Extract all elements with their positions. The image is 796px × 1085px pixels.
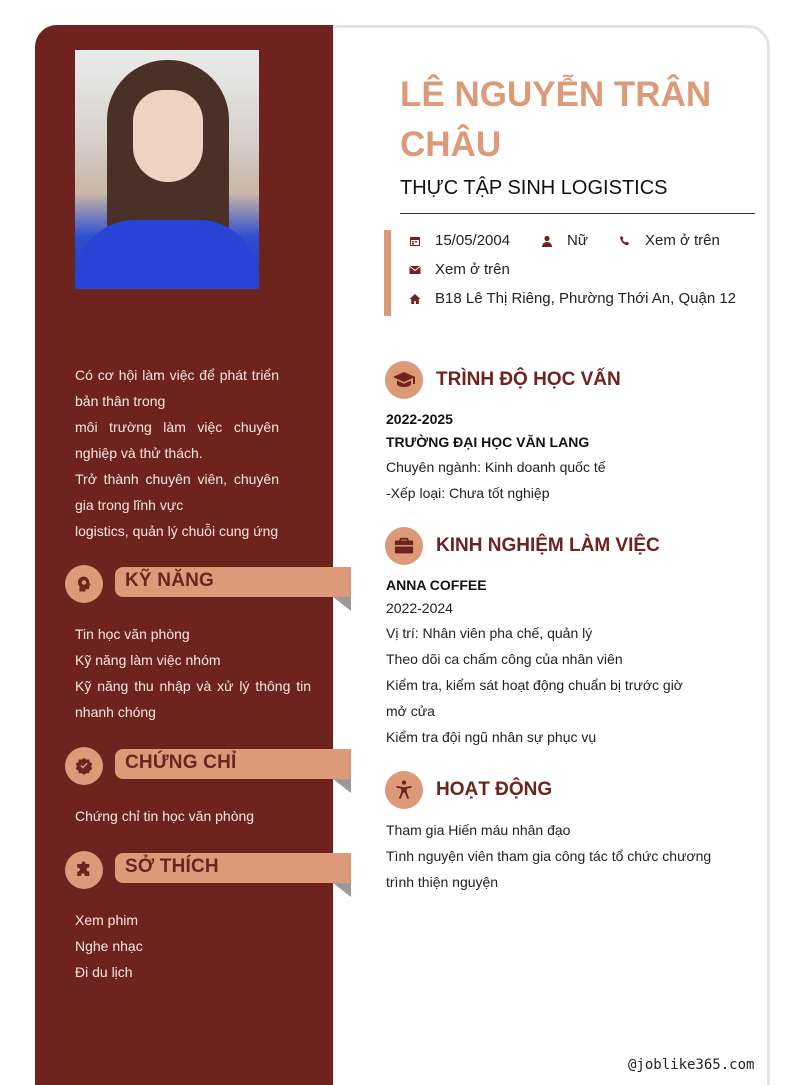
- email-value: Xem ở trên: [435, 261, 510, 278]
- briefcase-icon: [385, 527, 423, 565]
- career-objective: [75, 362, 279, 544]
- skill-item: Kỹ năng thu nhập và xử lý thông tin nhanh chóng: [75, 678, 311, 720]
- objective-line: môi trường làm việc chuyên nghiệp và thử thách.: [75, 419, 279, 461]
- certificates-list: [75, 803, 311, 829]
- experience-title: KINH NGHIỆM LÀM VIỆC: [436, 535, 660, 556]
- calendar-icon: [409, 235, 435, 247]
- address-row: [409, 290, 736, 307]
- head-gear-icon: [65, 565, 103, 603]
- objective-line: Trở thành chuyên viên, chuyên gia trong lĩnh vực: [75, 471, 279, 513]
- contact-info: [384, 230, 759, 316]
- birthday-row: [409, 232, 510, 249]
- candidate-name: LÊ NGUYỄN TRÂN CHÂU: [400, 75, 712, 164]
- email-row: [409, 261, 510, 278]
- education-title: TRÌNH ĐỘ HỌC VẤN: [436, 369, 621, 390]
- skills-list: [75, 621, 311, 725]
- education-school: TRƯỜNG ĐẠI HỌC VĂN LANG: [386, 434, 590, 450]
- certificates-header: [65, 749, 351, 799]
- skills-header: [65, 567, 351, 617]
- badge-check-icon: [65, 747, 103, 785]
- watermark: @joblike365.com: [628, 1057, 755, 1073]
- hobby-item: Xem phim: [75, 912, 139, 928]
- gender-value: Nữ: [567, 232, 588, 249]
- user-icon: [541, 235, 567, 247]
- education-period: 2022-2025: [386, 411, 453, 427]
- activity-line: Tham gia Hiến máu nhân đạo: [386, 822, 571, 838]
- accessibility-icon: [385, 771, 423, 809]
- experience-line: Kiểm tra đội ngũ nhân sự phục vụ: [386, 729, 597, 745]
- activities-header: [385, 770, 552, 810]
- job-title: THỰC TẬP SINH LOGISTICS: [400, 177, 668, 199]
- phone-row: [619, 232, 720, 249]
- hobby-item: Nghe nhạc: [75, 938, 143, 954]
- experience-line: Kiểm tra, kiểm sát hoạt động chuẩn bị trước giờ: [386, 677, 683, 693]
- education-line: Chuyên ngành: Kinh doanh quốc tế: [386, 459, 606, 475]
- activity-line: Tình nguyện viên tham gia công tác tổ chức chương trình thiện nguyện: [386, 848, 712, 890]
- hobbies-title: SỞ THÍCH: [125, 856, 219, 877]
- mail-icon: [409, 264, 435, 276]
- home-icon: [409, 293, 435, 305]
- phone-icon: [619, 235, 645, 247]
- hobbies-list: [75, 907, 311, 985]
- experience-block: [386, 574, 756, 750]
- puzzle-icon: [65, 851, 103, 889]
- phone-value: Xem ở trên: [645, 232, 720, 249]
- hobbies-header: [65, 853, 351, 903]
- experience-line: Vị trí: Nhân viên pha chế, quản lý: [386, 625, 593, 641]
- experience-company: ANNA COFFEE: [386, 577, 487, 593]
- gender-row: [541, 232, 588, 249]
- experience-line: Theo dõi ca chấm công của nhân viên: [386, 651, 623, 667]
- experience-period: 2022-2024: [386, 600, 453, 616]
- objective-line: logistics, quản lý chuỗi cung ứng: [75, 523, 279, 539]
- education-line: -Xếp loại: Chưa tốt nghiệp: [386, 485, 550, 501]
- hobby-item: Đi du lịch: [75, 964, 133, 980]
- birthday-value: 15/05/2004: [435, 232, 511, 249]
- graduation-cap-icon: [385, 361, 423, 399]
- activities-title: HOẠT ĐỘNG: [436, 779, 553, 800]
- experience-line: mở cửa: [386, 703, 435, 719]
- skill-item: Kỹ năng làm việc nhóm: [75, 652, 221, 668]
- skill-item: Tin học văn phòng: [75, 626, 190, 642]
- activities-block: [386, 817, 726, 895]
- experience-header: [385, 526, 660, 566]
- objective-line: Có cơ hội làm việc để phát triển bản thân trong: [75, 367, 279, 409]
- address-value: B18 Lê Thị Riêng, Phường Thới An, Quận 12: [435, 290, 737, 307]
- education-header: [385, 360, 621, 400]
- profile-photo: [75, 50, 259, 289]
- certificate-item: Chứng chỉ tin học văn phòng: [75, 808, 255, 824]
- certificates-title: CHỨNG CHỈ: [125, 752, 237, 773]
- education-block: [386, 408, 756, 506]
- skills-title: KỸ NĂNG: [125, 570, 215, 591]
- header-divider: [400, 213, 755, 214]
